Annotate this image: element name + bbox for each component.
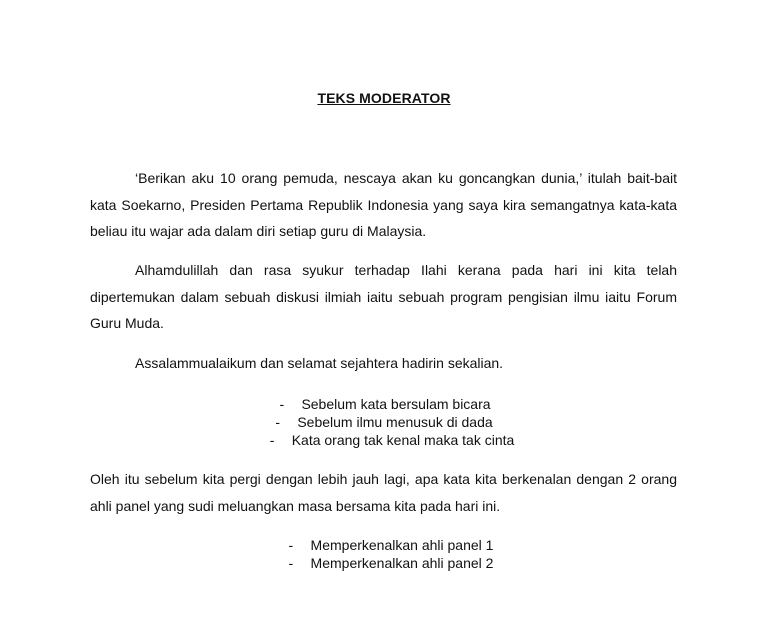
list-item-text: Kata orang tak kenal maka tak cinta — [291, 432, 515, 448]
paragraph-text: Oleh itu sebelum kita pergi dengan lebih jauh lagi, apa kata kita berkenalan dengan 2 orang ahli panel yang sudi meluangkan masa bersama kita pada hari ini. — [90, 471, 677, 514]
panel-list — [0, 536, 768, 572]
list-item — [0, 554, 768, 572]
paragraph-soekarno-quote — [90, 165, 677, 245]
paragraph-alhamdulillah — [90, 257, 677, 337]
list-item — [0, 395, 768, 413]
list-item-text: Memperkenalkan ahli panel 2 — [310, 555, 494, 571]
list-item-text: Sebelum ilmu menusuk di dada — [297, 414, 493, 430]
list-item — [0, 431, 768, 449]
list-bullet: - — [269, 432, 275, 448]
list-bullet: - — [275, 414, 280, 430]
list-bullet: - — [288, 555, 294, 571]
list-item — [0, 536, 768, 554]
paragraph-text: Alhamdulillah dan rasa syukur terhadap Ilahi kerana pada hari ini kita telah dipertemukan dalam sebuah diskusi ilmiah iaitu sebuah program pengisian ilmu iaitu Forum Guru Muda. — [90, 262, 677, 331]
poem-list — [0, 395, 768, 449]
list-item-text: Memperkenalkan ahli panel 1 — [310, 537, 494, 553]
paragraph-text: ‘Berikan aku 10 orang pemuda, nescaya akan ku goncangkan dunia,’ itulah bait-bait kata Soekarno, Presiden Pertama Republik Indonesia yang saya kira semangatnya kata-kata beliau itu wajar ada dalam diri setiap guru di Malaysia. — [90, 170, 677, 239]
paragraph-text: Assalammualaikum dan selamat sejahtera hadirin sekalian. — [135, 355, 504, 371]
paragraph-greeting — [90, 350, 677, 377]
document-title: TEKS MODERATOR — [317, 90, 451, 106]
list-item — [0, 413, 768, 431]
list-item-text: Sebelum kata bersulam bicara — [301, 396, 491, 412]
list-bullet: - — [279, 396, 285, 412]
paragraph-panel-intro — [90, 466, 677, 519]
list-bullet: - — [288, 537, 294, 553]
